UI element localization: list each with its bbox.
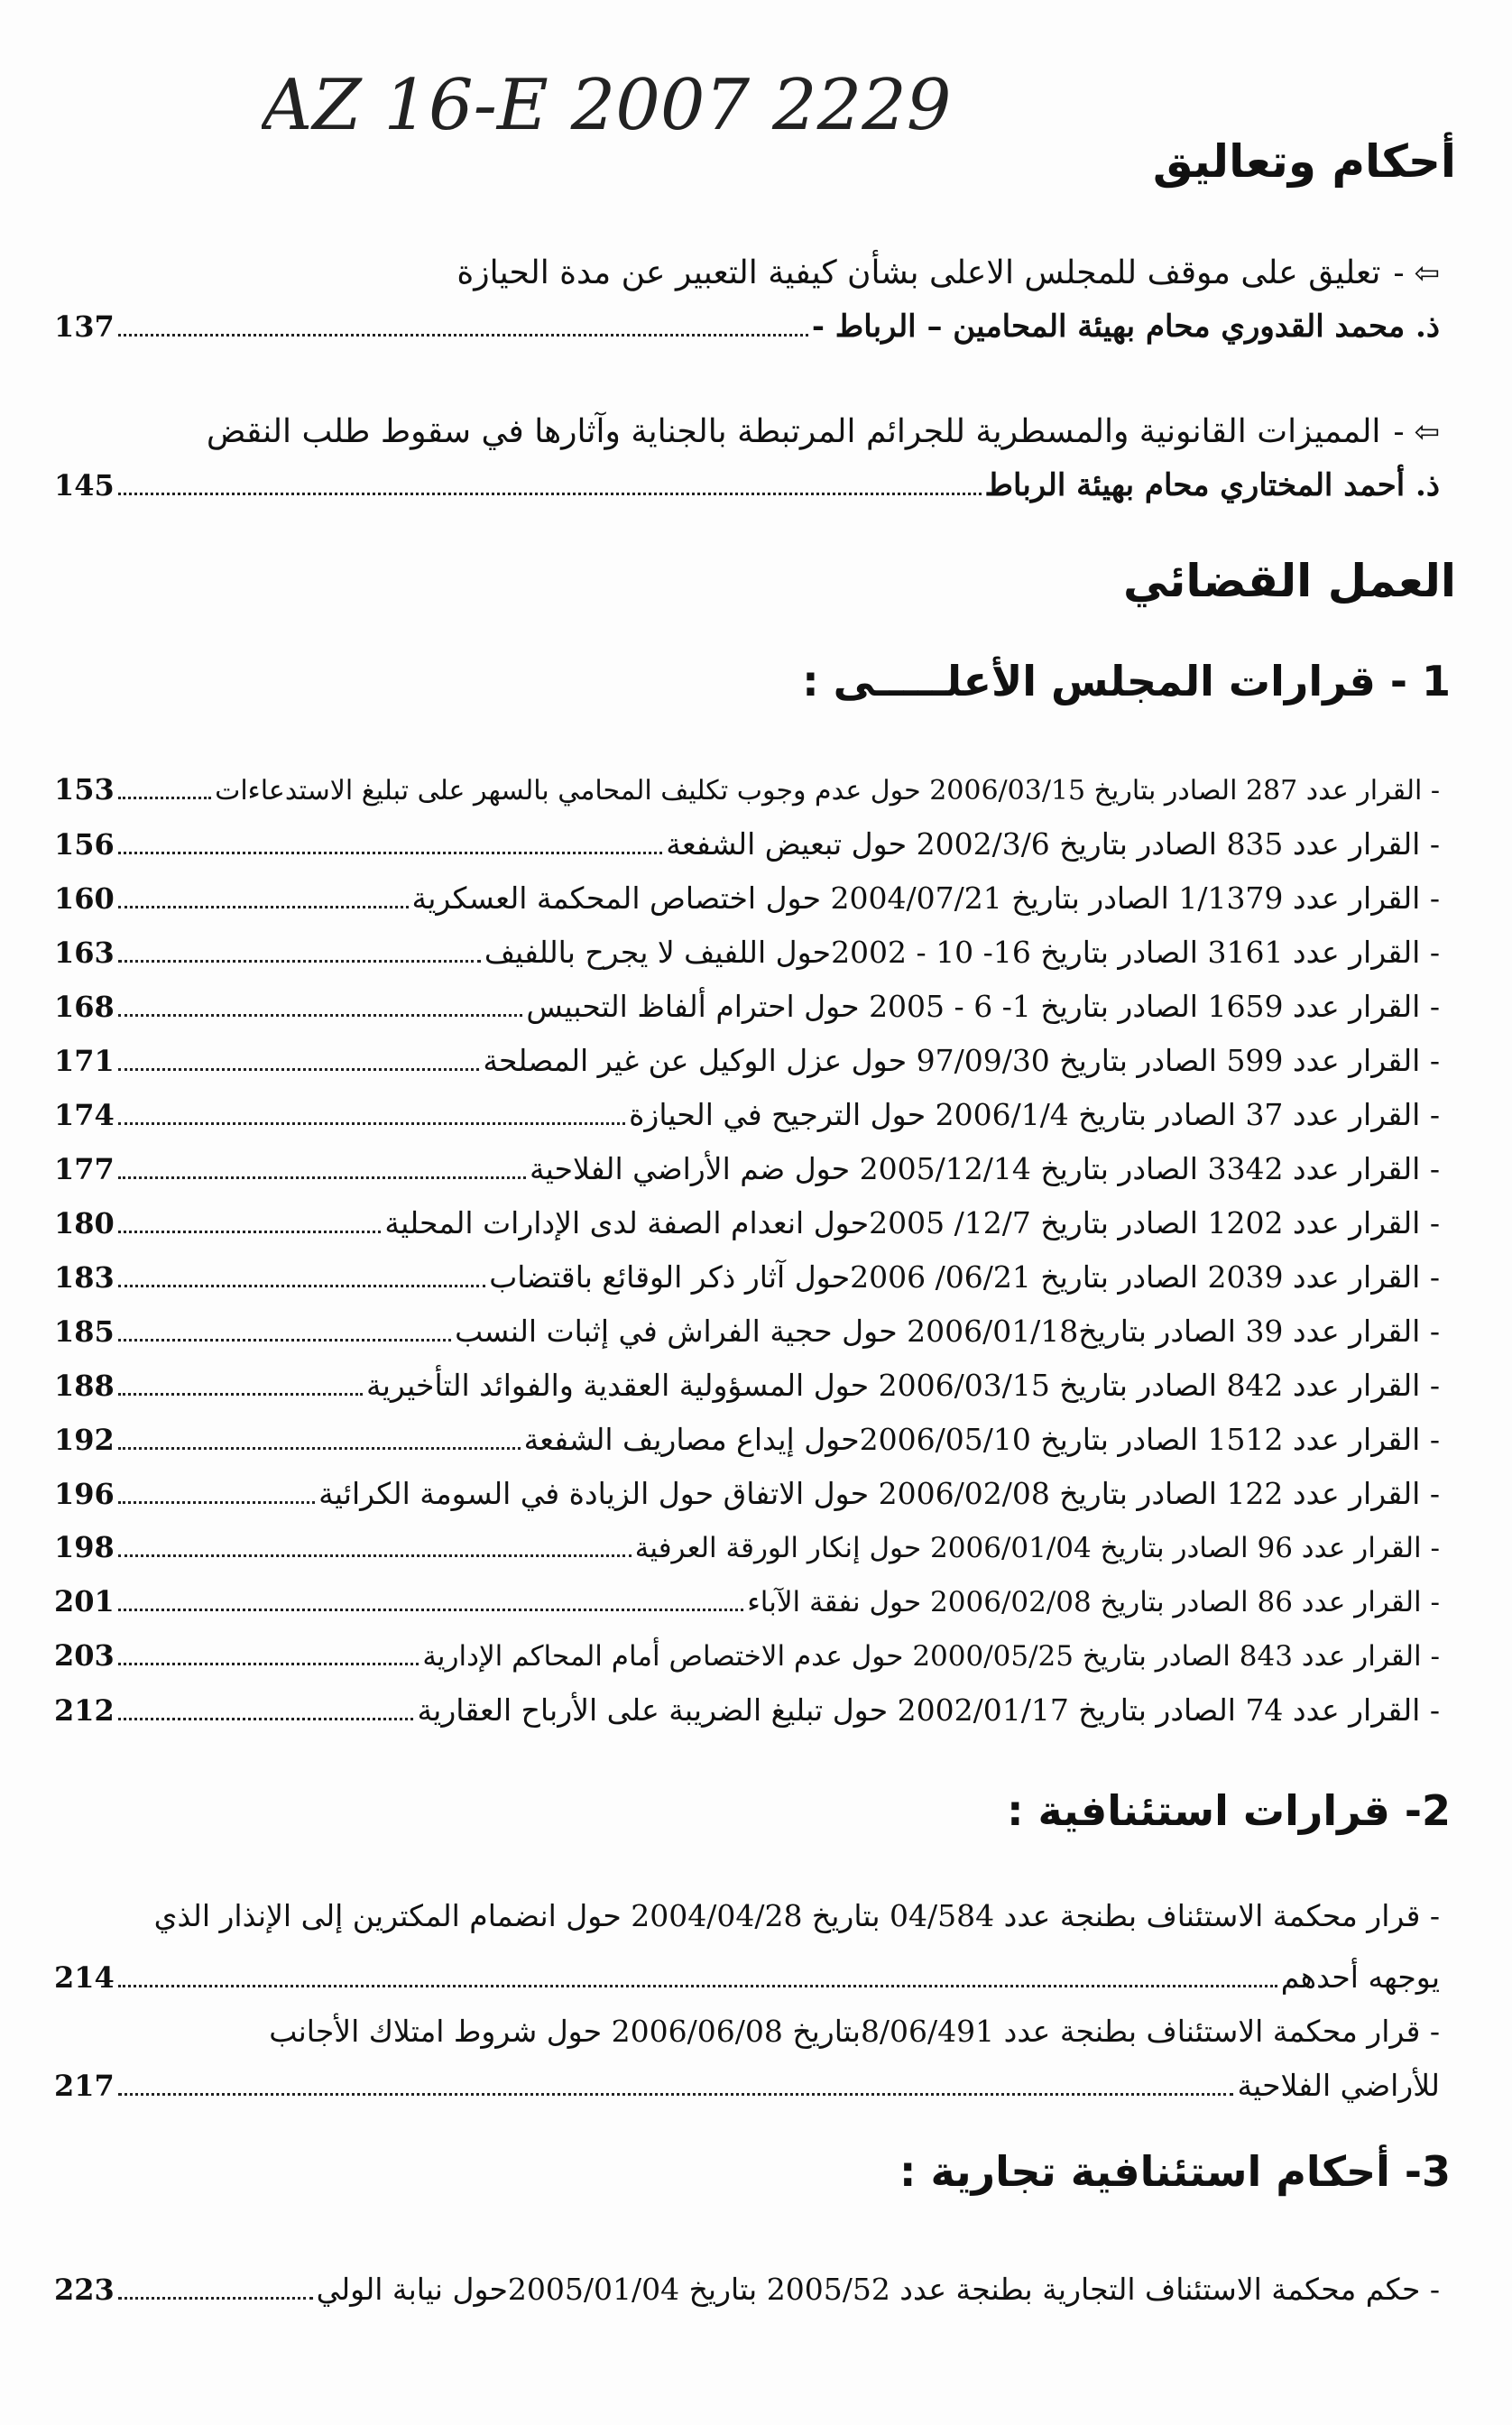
decision-page: 156 [54, 827, 115, 862]
article-1-author: ذ. محمد القدوري محام بهيئة المحامين – الرباط - [811, 309, 1440, 345]
appeal-2-row [54, 2068, 1440, 2105]
decision-text: - القرار عدد 2039 الصادر بتاريخ 06/21/ 2006حول آثار ذكر الوقائع باقتضاب [489, 1259, 1440, 1295]
decision-page: 153 [54, 772, 115, 807]
leader-dots [118, 1447, 521, 1450]
appeal-1-line1: - قرار محكمة الاستئناف بطنجة عدد 04/584 بتاريخ 2004/04/28 حول انضمام المكترين إلى الإنذار الذي [153, 1898, 1440, 1933]
decision-text: - القرار عدد 74 الصادر بتاريخ 2002/01/17 حول تبليغ الضريبة على الأرباح العقارية [417, 1692, 1440, 1728]
decision-text: - القرار عدد 3342 الصادر بتاريخ 2005/12/14 حول ضم الأراضي الفلاحية [529, 1151, 1440, 1186]
leader-dots [118, 1122, 625, 1125]
decision-text: - القرار عدد 3161 الصادر بتاريخ 16- 10 - 2002حول اللفيف لا يجرح باللفيف [484, 935, 1440, 970]
appeal-1-line2: يوجهه أحدهم [1280, 1959, 1440, 1995]
leader-dots [118, 493, 982, 495]
decision-row [54, 1205, 1440, 1242]
decision-text: - القرار عدد 122 الصادر بتاريخ 2006/02/08 حول الاتفاق حول الزيادة في السومة الكرائية [318, 1476, 1440, 1511]
leader-dots [118, 797, 211, 799]
decision-row [54, 1638, 1440, 1674]
commercial-text: - حكم محكمة الاستئناف التجارية بطنجة عدد 2005/52 بتاريخ 2005/01/04حول نيابة الولي [316, 2272, 1440, 2307]
decision-row [54, 1259, 1440, 1296]
decision-text: - القرار عدد 86 الصادر بتاريخ 2006/02/08 حول نفقة الآباء [747, 1586, 1440, 1618]
decision-row [54, 935, 1440, 972]
article-2-title: المميزات القانونية والمسطرية للجرائم المرتبطة بالجناية وآثارها في سقوط طلب النقض [206, 413, 1381, 450]
leader-dots [118, 1393, 363, 1396]
leader-dots [118, 1663, 419, 1665]
sub2-heading: 2- قرارات استئنافية : [1007, 1786, 1451, 1835]
decision-page: 168 [54, 990, 115, 1024]
decision-page: 198 [54, 1530, 115, 1564]
decision-row [54, 1584, 1440, 1620]
decision-page: 180 [54, 1206, 115, 1240]
decision-row [54, 989, 1440, 1026]
leader-dots [118, 1501, 315, 1504]
leader-dots [118, 1285, 485, 1287]
decision-page: 196 [54, 1477, 115, 1511]
leader-dots [118, 906, 409, 908]
decision-row [54, 1476, 1440, 1513]
decision-page: 203 [54, 1638, 115, 1673]
decision-page: 201 [54, 1584, 115, 1618]
sub3-heading: 3- أحكام استئنافية تجارية : [899, 2147, 1451, 2196]
appeal-1-page: 214 [54, 1960, 115, 1995]
leader-dots [118, 960, 481, 963]
article-2-title-row [207, 413, 1440, 450]
article-1-page: 137 [54, 309, 115, 344]
decision-row [54, 1368, 1440, 1405]
decision-page: 177 [54, 1152, 115, 1186]
decision-page: 185 [54, 1314, 115, 1349]
handwritten-note-text: AZ 16-E 2007 2229 [262, 65, 952, 146]
leader-dots [118, 1014, 523, 1017]
decision-row [54, 881, 1440, 917]
sub1-heading: 1 - قرارات المجلس الأعلـــــى : [802, 657, 1451, 705]
arrow-icon: ⇦ - [1393, 413, 1440, 450]
commercial-row [54, 2272, 1440, 2309]
leader-dots [118, 334, 808, 337]
decision-row [54, 1151, 1440, 1188]
appeal-2-line2: للأراضي الفلاحية [1237, 2068, 1440, 2103]
commercial-page: 223 [54, 2273, 115, 2307]
decision-text: - القرار عدد 1/1379 الصادر بتاريخ 2004/07/21 حول اختصاص المحكمة العسكرية [411, 881, 1440, 916]
decision-text: - القرار عدد 287 الصادر بتاريخ 2006/03/15 حول عدم وجوب تكليف المحامي بالسهر على تبليغ الاستدعاءات [215, 775, 1440, 807]
decision-text: - القرار عدد 1659 الصادر بتاريخ 1- 6 - 2005 حول احترام ألفاظ التحبيس [526, 989, 1440, 1024]
decision-text: - القرار عدد 843 الصادر بتاريخ 2000/05/25 حول عدم الاختصاص أمام المحاكم الإدارية [422, 1640, 1440, 1673]
decision-text: - القرار عدد 39 الصادر بتاريخ2006/01/18 حول حجية الفراش في إثبات النسب [455, 1314, 1440, 1349]
decision-row [54, 826, 1440, 863]
decision-page: 160 [54, 881, 115, 916]
leader-dots [118, 1339, 451, 1342]
arrow-icon: ⇦ - [1393, 254, 1440, 291]
appeal-2-line1: - قرار محكمة الاستئناف بطنجة عدد 8/06/491بتاريخ 2006/06/08 حول شروط امتلاك الأجانب [269, 2014, 1440, 2049]
article-1-title-row [456, 254, 1440, 291]
leader-dots [118, 852, 662, 854]
article-2-author-row [54, 467, 1440, 504]
article-1-title: تعليق على موقف للمجلس الاعلى بشأن كيفية التعبير عن مدة الحيازة [456, 254, 1381, 291]
decision-page: 212 [54, 1693, 115, 1728]
decision-page: 183 [54, 1260, 115, 1295]
decision-row [54, 1530, 1440, 1566]
decision-text: - القرار عدد 842 الصادر بتاريخ 2006/03/15 حول المسؤولية العقدية والفوائد التأخيرية [366, 1368, 1440, 1403]
leader-dots [118, 1231, 382, 1233]
leader-dots [118, 1554, 632, 1557]
decision-page: 171 [54, 1044, 115, 1078]
decision-page: 174 [54, 1098, 115, 1132]
leader-dots [118, 1176, 526, 1179]
appeal-2-page: 217 [54, 2069, 115, 2103]
decision-row [54, 1043, 1440, 1080]
leader-dots [118, 2093, 1234, 2096]
leader-dots [118, 1068, 480, 1071]
article-2-author: ذ. أحمد المختاري محام بهيئة الرباط [984, 467, 1440, 503]
article-1-author-row [54, 309, 1440, 346]
article-2-page: 145 [54, 468, 115, 503]
main-heading: أحكام وتعاليق [1152, 135, 1456, 188]
decision-row [54, 1422, 1440, 1459]
decision-row [54, 1692, 1440, 1729]
decision-page: 163 [54, 936, 115, 970]
decision-page: 192 [54, 1423, 115, 1457]
appeal-1-row [54, 1959, 1440, 1996]
decision-text: - القرار عدد 835 الصادر بتاريخ 2002/3/6 حول تبعيض الشفعة [666, 826, 1440, 862]
decision-page: 188 [54, 1369, 115, 1403]
decision-text: - القرار عدد 96 الصادر بتاريخ 2006/01/04 حول إنكار الورقة العرفية [634, 1532, 1440, 1564]
section-heading: العمل القضائي [1123, 555, 1456, 607]
decision-row [54, 1097, 1440, 1134]
leader-dots [118, 2297, 313, 2300]
leader-dots [118, 1718, 414, 1720]
leader-dots [118, 1609, 743, 1611]
leader-dots [118, 1985, 1277, 1987]
decision-text: - القرار عدد 37 الصادر بتاريخ 2006/1/4 حول الترجيح في الحيازة [629, 1097, 1440, 1132]
decision-row [54, 772, 1440, 808]
decision-row [54, 1314, 1440, 1351]
decision-text: - القرار عدد 1512 الصادر بتاريخ 2006/05/10حول إيداع مصاريف الشفعة [523, 1422, 1440, 1457]
decision-text: - القرار عدد 1202 الصادر بتاريخ 12/7/ 2005حول انعدام الصفة لدى الإدارات المحلية [384, 1205, 1440, 1240]
decision-text: - القرار عدد 599 الصادر بتاريخ 97/09/30 حول عزل الوكيل عن غير المصلحة [483, 1043, 1440, 1078]
